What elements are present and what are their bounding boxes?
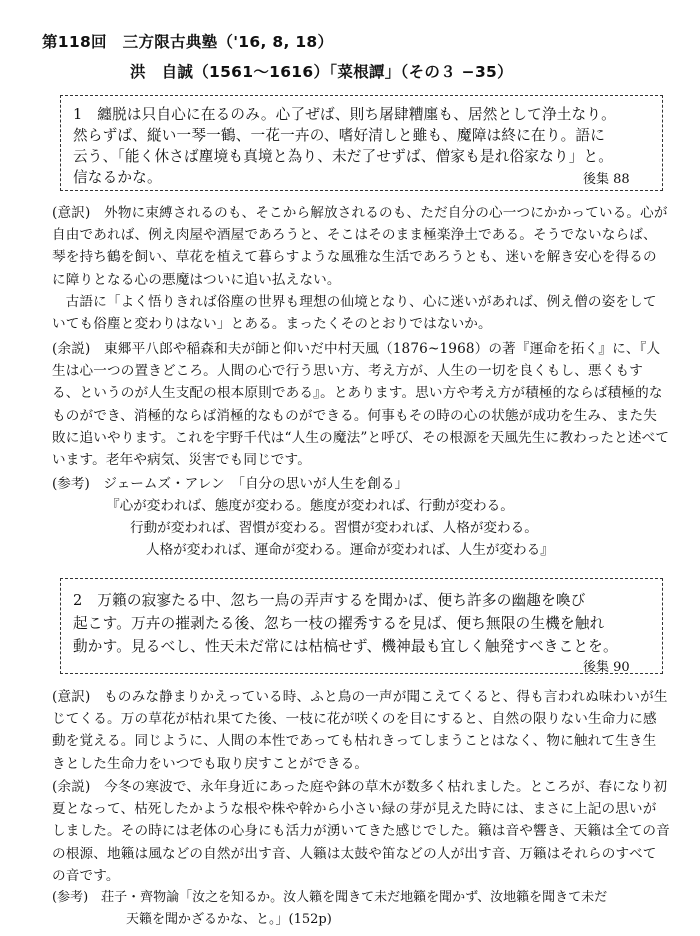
passage-1-box xyxy=(60,95,663,191)
passage-1-line: 信なるかな。 xyxy=(73,169,162,186)
lecture-title: 第118回 三方限古典塾（'16, 8, 18） xyxy=(42,33,334,51)
passage-1-line: 云う、「能く休さば塵境も真境と為り、未だ了せずば、僧家も是れ俗家なり」と。 xyxy=(73,148,614,165)
commentary-1 xyxy=(52,338,670,471)
passage-2-box xyxy=(60,578,663,674)
passage-2-line: 起こす。万卉の摧剥たる後、忽ち一枝の擢秀するを見ば、便ち無限の生機を触れ xyxy=(73,615,605,632)
passage-2-line: 動かす。見るべし、性天未だ常には枯槁せず、機神最も宜しく触発すべきことを。 xyxy=(73,638,618,655)
translation-2 xyxy=(52,686,670,775)
passage-2-source: 後集 90 xyxy=(583,660,630,675)
translation-1-paragraph: (意訳) 外物に束縛されるのも、そこから解放されるのも、ただ自分の心一つにかかっている。心が自由であれば、例え肉屋や酒屋であろうと、そこはそのまま極楽浄土である。そうでないならば、琴を持ち鶴を飼い、草花を植えて暮らすような風雅な生活であろうとも、迷いを解き安心を得るのに障りとなる心の悪魔はついに追い払えない。 xyxy=(52,205,668,288)
text-title: 洪 自誠（1561〜1616）「菜根譚」（その３ −35） xyxy=(130,63,513,81)
translation-1 xyxy=(52,202,670,335)
translation-1-paragraph: 古語に「よく悟りきれば俗塵の世界も理想の仙境となり、心に迷いがあれば、例え僧の姿をしていても俗塵と変わりはない」とある。まったくそのとおりではないか。 xyxy=(52,293,657,333)
passage-1-line: 1 纏脱は只自心に在るのみ。心了ぜば、則ち屠肆糟廛も、居然として浄土なり。 xyxy=(73,106,616,123)
commentary-2 xyxy=(52,776,670,887)
reference-2-line: 天籟を聞かざるかな、と。」(152p) xyxy=(126,912,332,927)
commentary-1-text: (余説) 東郷平八郎や稲森和夫が師と仰いだ中村天風（1876~1968）の著『運命を拓く』に、『人生は心一つの置きどころ。人間の心で行う思い方、考え方が、人生の一切を良くもし、悪くもする、というのが人生支配の根本原則である』。とあります。思い方や考え方が積極的ならば積極的なものができ、消極的ならば消極的なものができる。何事もその時の心の状態が成功を生み、また失敗に追いやります。これを宇野千代は“人生の魔法”と呼び、その根源を天風先生に教わったと述べています。老年や病気、災害でも同じです。 xyxy=(52,341,670,469)
translation-2-text: (意訳) ものみな静まりかえっている時、ふと鳥の一声が聞こえてくると、得も言われぬ味わいが生じてくる。万の草花が枯れ果てた後、一枝に花が咲くのを目にすると、自然の限りない生命力に感動を覚える。同じように、人間の本性であっても枯れきってしまうことはなく、物に触れて生き生きとした生命力をいつでも取り戻すことができる。 xyxy=(52,689,668,772)
reference-1-lead: (参考) ジェームズ・アレン 「自分の思いが人生を創る」 xyxy=(52,476,409,492)
passage-2-line: 2 万籟の寂寥たる中、忽ち一鳥の弄声するを聞かば、便ち許多の幽趣を喚び xyxy=(73,592,586,609)
reference-2-line: (参考) 荘子・齊物論「汝之を知るか。汝人籟を聞きて未だ地籟を聞かず、汝地籟を聞きて未だ xyxy=(52,890,608,905)
reference-1-quote-line: 人格が変われば、運命が変わる。運命が変われば、人生が変わる』 xyxy=(146,542,554,558)
reference-1-quote-line: 行動が変われば、習慣が変わる。習慣が変われば、人格が変わる。 xyxy=(130,520,538,536)
commentary-2-text: (余説) 今冬の寒波で、永年身近にあった庭や鉢の草木が数多く枯れました。ところが、春になり初夏となって、枯死したかような根や株や幹から小さい緑の芽が見えた時には、まさに上記の思いがしました。その時には老体の心身にも活力が湧いてきた感じでした。籟は音や響き、天籟は全ての音の根源、地籟は風などの自然が出す音、人籟は太鼓や笛などの人が出す音、万籟はそれらのすべての音です。 xyxy=(52,779,670,884)
reference-1-quote-line: 『心が変われば、態度が変わる。態度が変われば、行動が変わる。 xyxy=(106,498,514,514)
passage-1-line: 然らずば、縦い一琴一鶴、一花一卉の、嗜好清しと雖も、魔障は終に在り。語に xyxy=(73,127,605,144)
passage-1-source: 後集 88 xyxy=(583,172,630,187)
